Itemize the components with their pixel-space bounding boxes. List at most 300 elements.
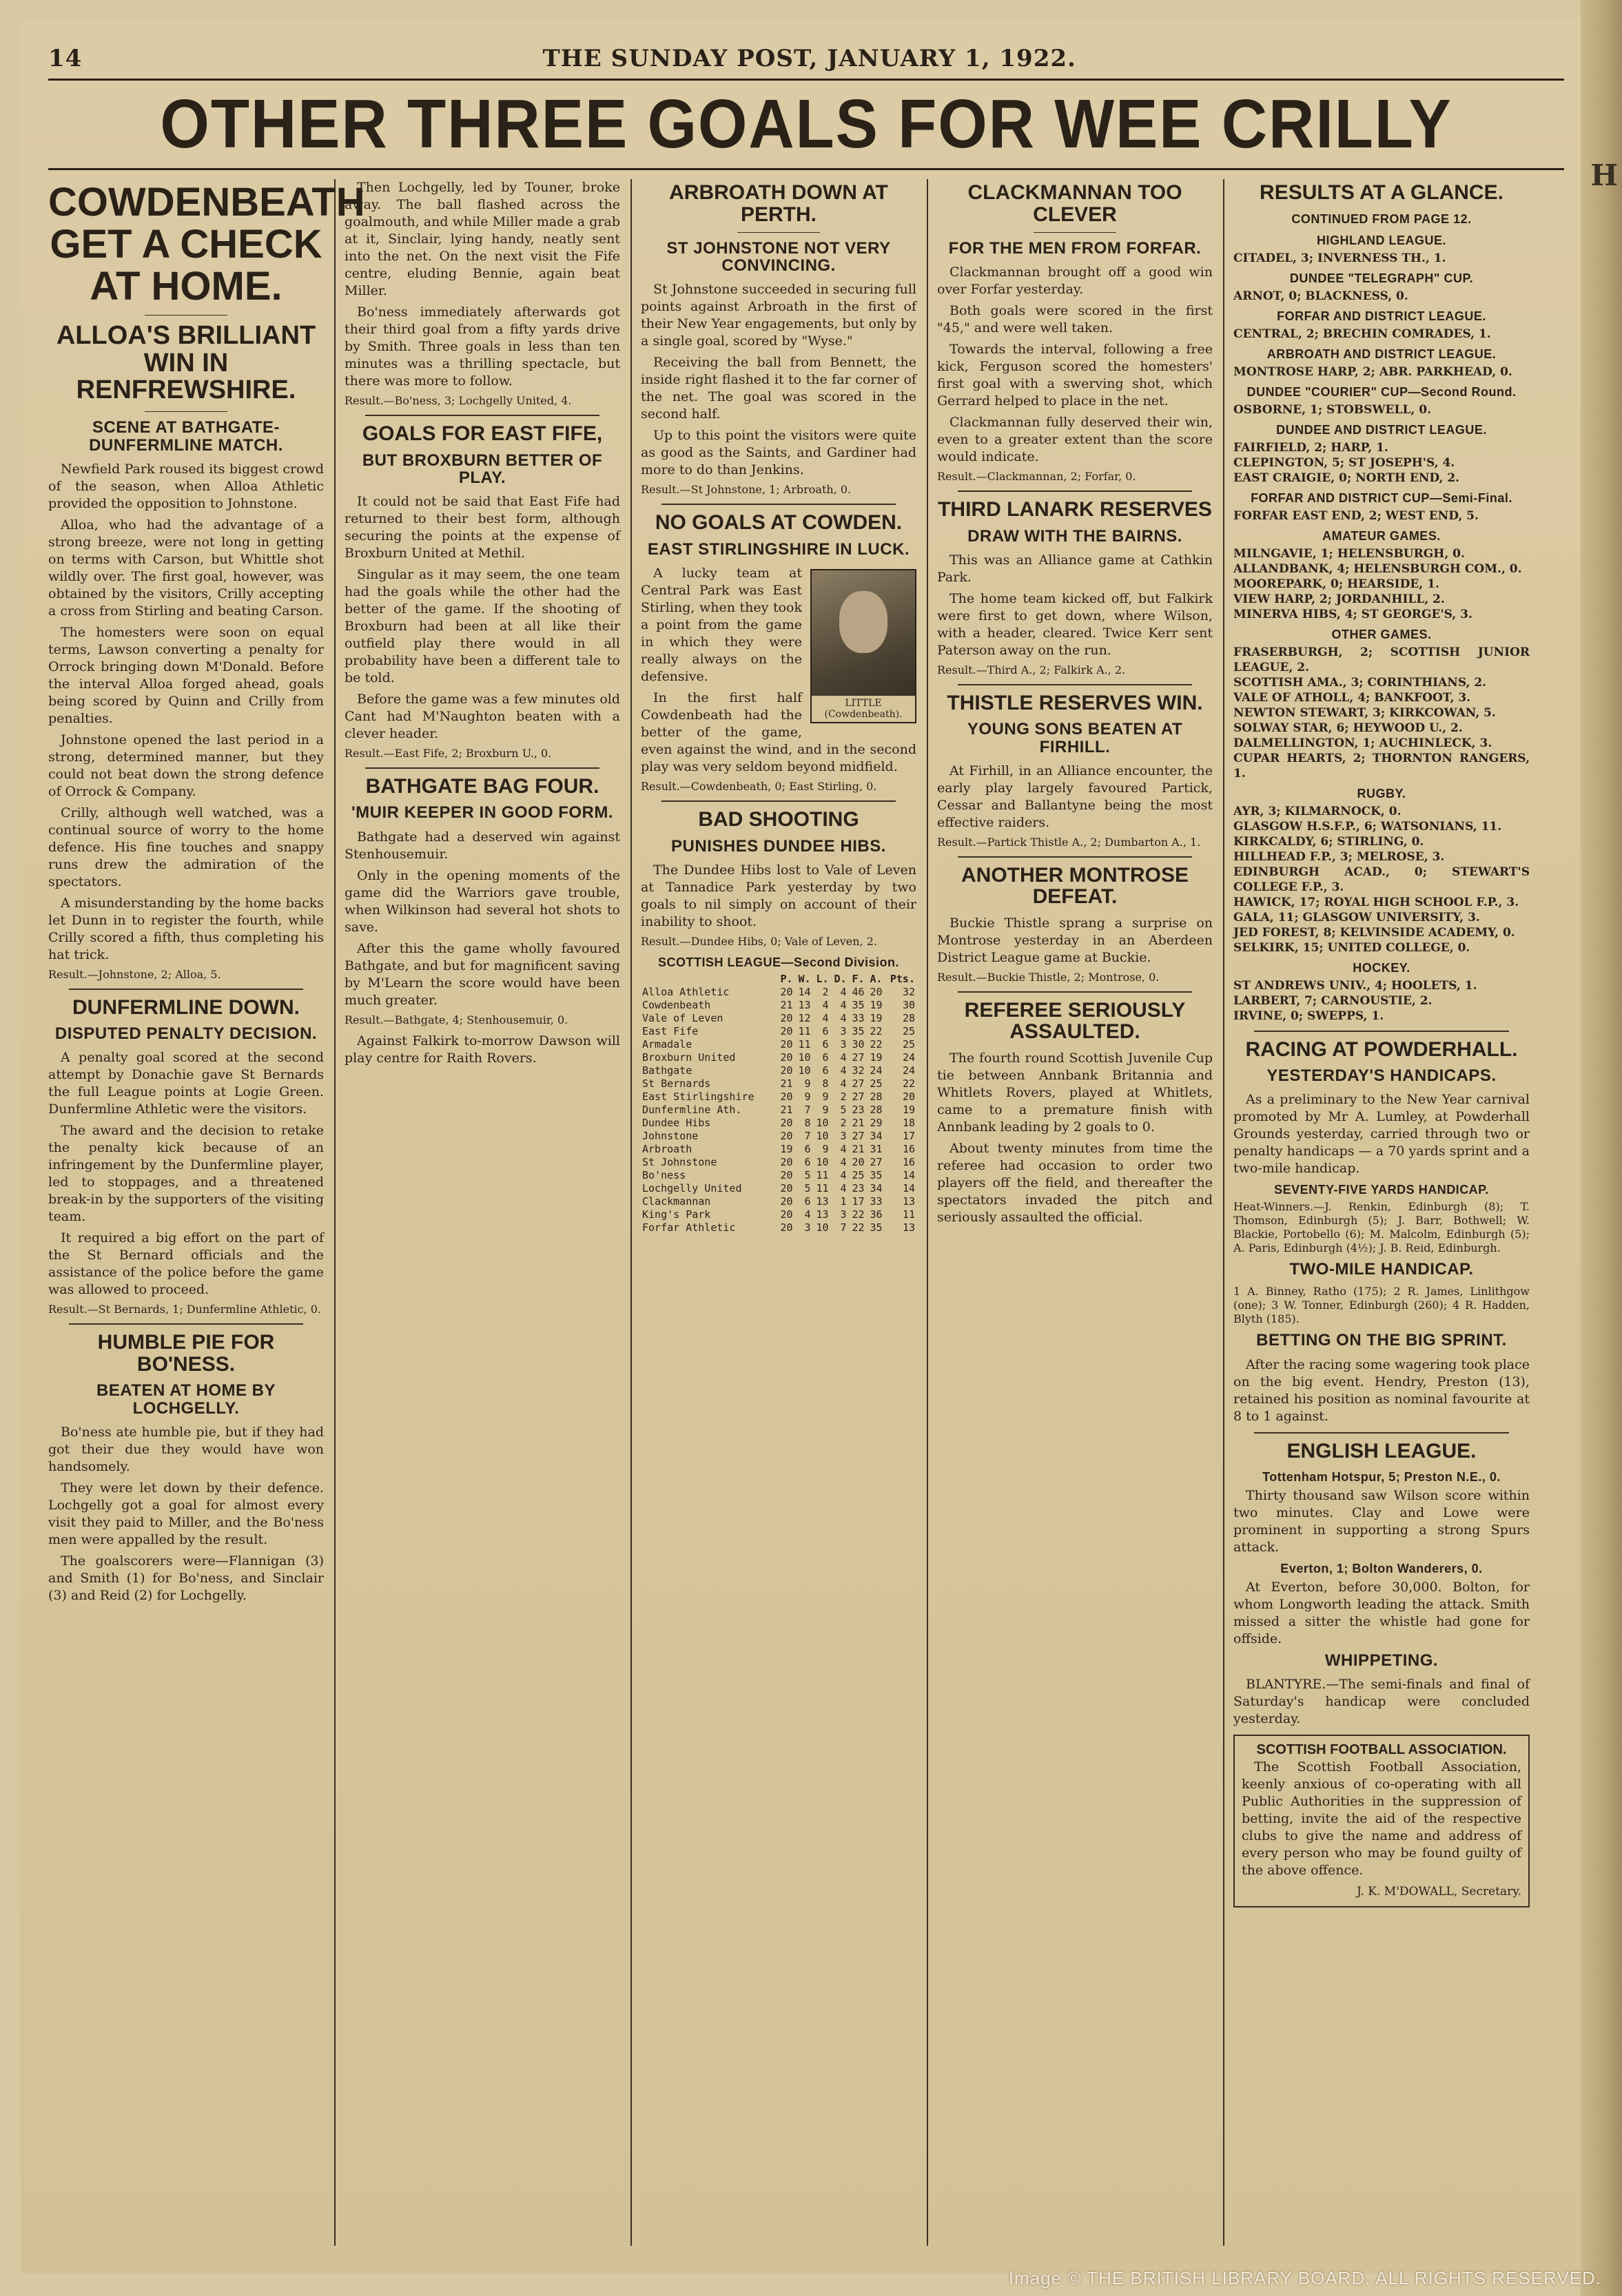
table-cell: 10 [816,1155,829,1168]
article-paragraph: Up to this point the visitors were quite as good as the Saints, and Gardiner had more to do than Jenkins. [641,428,916,478]
table-cell: 30 [902,998,915,1011]
results-section-head: FORFAR AND DISTRICT CUP—Semi-Final. [1251,490,1512,505]
table-cell: 3 [840,1208,847,1221]
table-cell: 27 [870,1155,883,1168]
table-cell: 20 [780,1129,793,1142]
league-table-body [641,986,916,1234]
table-cell: Lochgelly United [642,1181,742,1194]
table-cell: 20 [852,1155,865,1168]
subhead-east-stirlingshire: EAST STIRLINGSHIRE IN LUCK. [647,539,910,559]
table-cell: 19 [902,1103,915,1116]
result-line: NEWTON STEWART, 3; KIRKCOWAN, 5. [1233,705,1496,720]
results-section-head: FORFAR AND DISTRICT LEAGUE. [1277,309,1486,323]
article-paragraph: Johnstone opened the last period in a strong, determined manner, but they could not beat down the strong defence of Orrock & Company. [48,732,324,799]
masthead: THE SUNDAY POST, JANUARY 1, 1922. [542,45,1076,72]
article-paragraph: Newfield Park roused its biggest crowd of the season, when Alloa Athletic provided the opposition to Johnstone. [48,461,324,511]
subhead-two-mile: TWO-MILE HANDICAP. [1289,1260,1474,1279]
headline-no-goals-cowden: NO GOALS AT COWDEN. [655,511,903,535]
table-cell: 13 [902,1221,915,1234]
separator [69,989,303,990]
table-cell: 32 [852,1064,865,1077]
separator [1034,232,1116,233]
results-section-head: HOCKEY. [1353,960,1410,975]
table-row [641,1169,916,1182]
table-header-cell: W. [798,972,811,985]
table-cell: 27 [852,1077,865,1090]
table-row [641,1038,916,1051]
league-table-title: SCOTTISH LEAGUE—Second Division. [657,955,900,969]
table-cell: 14 [902,1168,915,1181]
match-result: Result.—East Fife, 2; Broxburn U., 0. [345,746,552,760]
match-result: Result.—Bathgate, 4; Stenhousemuir, 0. [345,1013,568,1026]
table-cell: 21 [780,998,793,1011]
article-paragraph: Singular as it may seem, the one team had the goals while the other had the better of the game. If the shooting of Broxburn had been at all like their outfield play there would in all probability have been a different tale to be told. [345,566,620,685]
table-cell: 20 [780,1221,793,1234]
table-cell: 11 [798,1024,811,1037]
subhead-handicaps: YESTERDAY'S HANDICAPS. [1266,1066,1497,1085]
column-5 [1233,179,1530,2246]
table-cell: 11 [798,1037,811,1051]
result-line: SOLWAY STAR, 6; HEYWOOD U., 2. [1233,721,1463,735]
table-cell: 21 [852,1116,865,1129]
table-cell: 34 [870,1129,883,1142]
headline-results-glance: RESULTS AT A GLANCE. [1260,181,1503,204]
table-cell: 17 [852,1194,865,1208]
results-section-head: HIGHLAND LEAGUE. [1317,233,1446,247]
table-cell: 5 [804,1168,811,1181]
table-cell: 25 [870,1077,883,1090]
table-cell: 4 [840,998,847,1011]
article-paragraph: A penalty goal scored at the second attempt by Donachie gave St Bernards the full League points at Logie Green. Dunfermline Athletic were the visitors. [48,1050,324,1117]
banner-rule [48,168,1564,170]
table-header-cell: Pts. [890,972,915,985]
result-line: KIRKCALDY, 6; STIRLING, 0. [1233,834,1424,849]
table-cell: 20 [780,1037,793,1051]
article-paragraph: The award and the decision to retake the penalty kick because of an infringement by the Dunfermline player, led to stoppages, and a threatened break-in by the supporters of the visiting team. [48,1123,324,1225]
table-cell: 3 [840,1129,847,1142]
article-paragraph: Clackmannan brought off a good win over Forfar yesterday. [937,265,1213,298]
subhead-forfar: FOR THE MEN FROM FORFAR. [948,239,1202,258]
table-cell: 7 [840,1221,847,1234]
headline-bad-shooting: BAD SHOOTING [698,808,859,831]
table-cell: 3 [840,1024,847,1037]
result-line: HILLHEAD F.P., 3; MELROSE, 3. [1233,849,1445,864]
headline-east-fife: GOALS FOR EAST FIFE, [362,422,603,445]
table-row [641,1143,916,1156]
column-1 [48,179,365,2246]
table-cell: 21 [780,1103,793,1116]
table-cell: 5 [840,1103,847,1116]
result-line: EAST CRAIGIE, 0; NORTH END, 2. [1233,470,1460,485]
table-cell: 35 [870,1168,883,1181]
article-paragraph: St Johnstone succeeded in securing full points against Arbroath in the first of their New Year engagements, but only by a single goal, scored by "Wyse." [641,282,916,349]
table-cell: 4 [840,1168,847,1181]
table-cell: 7 [804,1129,811,1142]
table-cell: 33 [870,1194,883,1208]
match-everton-bolton: Everton, 1; Bolton Wanderers, 0. [1280,1562,1483,1576]
results-section-head: AMATEUR GAMES. [1322,528,1441,543]
table-cell: 13 [816,1194,829,1208]
subhead-disputed-penalty: DISPUTED PENALTY DECISION. [54,1024,318,1044]
table-cell: 28 [870,1103,883,1116]
table-cell: 2 [840,1090,847,1103]
column-divider [630,179,632,2246]
match-result: Result.—Cowdenbeath, 0; East Stirling, 0. [641,780,877,794]
separator [365,415,599,416]
subhead-broxburn: BUT BROXBURN BETTER OF PLAY. [362,451,603,487]
separator [145,411,227,412]
table-cell: Johnstone [642,1129,699,1142]
table-cell: 21 [852,1142,865,1155]
newspaper-page [21,21,1599,2273]
table-cell: Dundee Hibs [642,1116,711,1129]
separator [1254,1031,1509,1032]
table-header-cell: A. [870,972,883,985]
table-cell: 14 [902,1181,915,1194]
article-paragraph: Bo'ness ate humble pie, but if they had got their due they would have won handsomely. [48,1424,324,1474]
table-cell: 46 [852,985,865,998]
subhead-young-sons: YOUNG SONS BEATEN AT FIRHILL. [967,720,1183,756]
league-table-header [641,973,916,986]
table-row [641,986,916,999]
table-cell: 4 [840,985,847,998]
result-line: OSBORNE, 1; STOBSWELL, 0. [1233,402,1431,417]
result-line: LARBERT, 7; CARNOUSTIE, 2. [1233,993,1433,1008]
table-cell: 27 [852,1129,865,1142]
table-cell: Cowdenbeath [642,998,711,1011]
results-section-head: ARBROATH AND DISTRICT LEAGUE. [1266,347,1497,361]
table-cell: 6 [822,1064,829,1077]
table-row [641,999,916,1012]
table-cell: 35 [870,1221,883,1234]
table-cell: 11 [902,1208,915,1221]
article-paragraph: It required a big effort on the part of the St Bernard officials and the assistance of the police before the game was allowed to proceed. [48,1230,324,1298]
separator [69,1323,303,1325]
result-line: VIEW HARP, 2; JORDANHILL, 2. [1233,592,1445,606]
separator [661,504,896,505]
table-cell: 4 [840,1181,847,1194]
article-paragraph: After this the game wholly favoured Bathgate, and but for magnificent saving by M'Learn the score would have been much greater. [345,940,620,1008]
subhead-muir-keeper: 'MUIR KEEPER IN GOOD FORM. [351,803,614,823]
sfa-notice-title: SCOTTISH FOOTBALL ASSOCIATION. [1256,1742,1507,1758]
table-cell: 19 [780,1142,793,1155]
headline-alloa: ALLOA'S BRILLIANT WIN IN RENFREWSHIRE. [56,320,316,405]
table-cell: 20 [870,985,883,998]
headline-english-league: ENGLISH LEAGUE. [1286,1439,1477,1462]
table-row [641,1208,916,1221]
table-cell: 24 [870,1064,883,1077]
result-line: CENTRAL, 2; BRECHIN COMRADES, 1. [1233,327,1491,341]
table-cell: 30 [852,1037,865,1051]
table-cell: 22 [852,1208,865,1221]
table-cell: 10 [816,1221,829,1234]
article-paragraph: Only in the opening moments of the game did the Warriors gave trouble, when Wilkinson had several hot shots to save. [345,867,620,935]
table-cell: 20 [780,1011,793,1024]
article-paragraph: The fourth round Scottish Juvenile Cup tie between Annbank Britannia and Whitlets Rovers, played at Whitlets, came to a premature finish with Annbank leading by 2 goals to 0. [937,1050,1213,1135]
table-row [641,1012,916,1025]
separator [737,232,820,233]
table-cell: 16 [902,1155,915,1168]
table-cell: East Fife [642,1024,699,1037]
table-row [641,1025,916,1038]
table-cell: 6 [804,1194,811,1208]
adjacent-page-letter: H [1590,158,1618,192]
table-cell: 29 [870,1116,883,1129]
table-cell: 7 [804,1103,811,1116]
article-paragraph: A lucky team at Central Park was East Stirling, when they took a point from the game in which they were really always on the defensive. [641,566,802,685]
headline-bathgate-dunfermline: SCENE AT BATHGATE-DUNFERMLINE MATCH. [89,418,283,455]
table-cell: 23 [852,1103,865,1116]
separator [1254,1432,1509,1434]
article-paragraph: Thirty thousand saw Wilson score within two minutes. Clay and Lowe were prominent in supporting a strong Spurs attack. [1233,1488,1530,1555]
article-paragraph: About twenty minutes from time the referee had occasion to order two players off the field, and thereafter the spectators invaded the pitch and seriously assaulted the official. [937,1140,1213,1225]
table-cell: 28 [902,1011,915,1024]
result-line: JED FOREST, 8; KELVINSIDE ACADEMY, 0. [1233,925,1515,940]
results-section-head: DUNDEE "TELEGRAPH" CUP. [1289,271,1474,285]
table-row [641,1156,916,1169]
table-cell: 6 [804,1142,811,1155]
table-cell: 22 [870,1024,883,1037]
table-cell: 9 [822,1103,829,1116]
table-row [641,1221,916,1234]
sfa-notice [1233,1735,1530,1907]
table-header-cell [641,973,776,986]
table-cell: 34 [870,1181,883,1194]
result-line: CUPAR HEARTS, 2; THORNTON RANGERS, 1. [1233,751,1530,780]
adjacent-page-edge [1581,0,1622,2296]
result-line: SCOTTISH AMA., 3; CORINTHIANS, 2. [1233,675,1487,690]
table-cell: 18 [902,1116,915,1129]
sfa-notice-signature: J. K. M'DOWALL, Secretary. [1356,1885,1521,1899]
result-line: FORFAR EAST END, 2; WEST END, 5. [1233,508,1479,523]
table-cell: 19 [870,1051,883,1064]
subhead-lochgelly: BEATEN AT HOME BY LOCHGELLY. [96,1381,276,1418]
table-header-cell: F. [852,972,865,985]
table-cell: 19 [870,998,883,1011]
article-paragraph: At Firhill, in an Alliance encounter, the early play largely favoured Partick, Cessar and Ballantyne being the most effective raiders. [937,763,1213,830]
table-cell: 9 [822,1090,829,1103]
table-cell: 20 [902,1090,915,1103]
headline-humble-pie: HUMBLE PIE FOR BO'NESS. [97,1331,275,1376]
banner-headline: OTHER THREE GOALS FOR WEE CRILLY [160,85,1452,163]
table-cell: Armadale [642,1037,692,1051]
table-row [641,1195,916,1208]
table-cell: St Johnstone [642,1155,717,1168]
table-cell: 4 [840,1064,847,1077]
column-divider [1223,179,1224,2246]
table-cell: St Bernards [642,1077,711,1090]
table-cell: Forfar Athletic [642,1221,736,1234]
league-table [641,973,916,1234]
article-paragraph: The goalscorers were—Flannigan (3) and Smith (1) for Bo'ness, and Sinclair (3) and Reid (2) for Lochgelly. [48,1553,324,1603]
headline-montrose-defeat: ANOTHER MONTROSE DEFEAT. [961,863,1189,909]
result-line: ALLANDBANK, 4; HELENSBURGH COM., 0. [1233,561,1522,576]
article-paragraph: Both goals were scored in the first "45," and were well taken. [937,303,1213,336]
table-cell: 6 [804,1155,811,1168]
table-cell: Clackmannan [642,1194,711,1208]
table-cell: 22 [902,1077,915,1090]
table-cell: 11 [816,1168,829,1181]
table-cell: Bo'ness [642,1168,686,1181]
table-cell: 8 [804,1116,811,1129]
article-paragraph: The Dundee Hibs lost to Vale of Leven at Tannadice Park yesterday by two goals to nil simply on account of their inability to shoot. [641,862,916,929]
separator [958,490,1192,492]
table-cell: 22 [852,1221,865,1234]
article-paragraph: In the first half Cowdenbeath had the better of the game, even against the wind, and in the second play was very seldom beyond midfield. [641,690,916,775]
table-cell: 4 [840,1011,847,1024]
article-paragraph: Against Falkirk to-morrow Dawson will play centre for Raith Rovers. [345,1033,620,1066]
result-line: SELKIRK, 15; UNITED COLLEGE, 0. [1233,940,1470,955]
article-paragraph: Crilly, although well watched, was a continual source of worry to the home defence. His fine touches and snappy runs drew the admiration of the spectators. [48,805,324,889]
table-cell: 25 [902,1037,915,1051]
table-row [641,1051,916,1064]
table-cell: 25 [902,1024,915,1037]
table-row [641,1130,916,1143]
match-result: Result.—Partick Thistle A., 2; Dumbarton A., 1. [937,835,1201,849]
headline-thistle-reserves: THISTLE RESERVES WIN. [947,691,1203,714]
table-cell: 16 [902,1142,915,1155]
table-cell: Vale of Leven [642,1011,723,1024]
table-row [641,1182,916,1195]
article-paragraph: Towards the interval, following a free kick, Ferguson scored the homesters' first goal with a swerving shot, which Gerrard helped to place in the net. [937,342,1213,409]
separator [145,315,227,316]
table-cell: 20 [780,1155,793,1168]
result-line: GLASGOW H.S.F.P., 6; WATSONIANS, 11. [1233,819,1502,834]
match-result: Result.—Johnstone, 2; Alloa, 5. [48,967,221,981]
photo-caption: LITTLE (Cowdenbeath). [812,696,915,722]
table-cell: 35 [852,998,865,1011]
article-paragraph: Bo'ness immediately afterwards got their third goal from a fifty yards drive by Smith. Three goals in less than ten minutes was a thrilling spectacle, but there was more to follow. [345,304,620,389]
table-cell: 9 [804,1090,811,1103]
table-cell: 24 [902,1051,915,1064]
table-cell: 25 [852,1168,865,1181]
table-cell: 10 [816,1116,829,1129]
table-cell: 4 [822,998,829,1011]
table-cell: 11 [816,1181,829,1194]
results-section-head: OTHER GAMES. [1331,627,1432,641]
table-cell: 10 [798,1064,811,1077]
table-cell: 4 [840,1142,847,1155]
table-cell: East Stirlingshire [642,1090,754,1103]
table-cell: 20 [780,1051,793,1064]
match-tottenham-preston: Tottenham Hotspur, 5; Preston N.E., 0. [1262,1470,1501,1485]
table-cell: Bathgate [642,1064,692,1077]
table-header-cell: L. [816,972,829,985]
subhead-st-johnstone: ST JOHNSTONE NOT VERY CONVINCING. [666,239,891,276]
table-row [641,1117,916,1130]
separator [661,800,896,802]
result-line: VALE OF ATHOLL, 4; BANKFOOT, 3. [1233,690,1471,705]
table-cell: 3 [804,1221,811,1234]
photo-face [839,591,887,653]
result-line: MOOREPARK, 0; HEARSIDE, 1. [1233,577,1439,591]
article-paragraph: Receiving the ball from Bennett, the inside right flashed it to the far corner of the net. The goal was scored in the second half. [641,355,916,422]
table-cell: 31 [870,1142,883,1155]
result-line: EDINBURGH ACAD., 0; STEWART'S COLLEGE F.P., 3. [1233,865,1530,894]
column-divider [927,179,928,2246]
headline-arbroath-down: ARBROATH DOWN AT PERTH. [669,181,888,226]
result-line: MINERVA HIBS, 4; ST GEORGE'S, 3. [1233,607,1472,621]
article-paragraph: Clackmannan fully deserved their win, even to a greater extent than the score would indicate. [937,415,1213,465]
table-cell: 8 [822,1077,829,1090]
table-cell: 5 [804,1181,811,1194]
table-cell: 13 [816,1208,829,1221]
column-3 [641,179,916,2246]
table-cell: 4 [804,1208,811,1221]
article-paragraph: After the racing some wagering took place on the big event. Hendry, Preston (13), retained his position as nominal favourite at 8 to 1 against. [1233,1356,1530,1424]
table-cell: 20 [780,1181,793,1194]
table-cell: 10 [816,1129,829,1142]
table-row [641,1064,916,1077]
results-section-head: RUGBY. [1357,786,1406,800]
table-cell: 20 [780,1090,793,1103]
table-cell: 17 [902,1129,915,1142]
article-paragraph: The homesters were soon on equal terms, Lawson converting a penalty for Orrock bringing down M'Donald. Before the interval Alloa forged ahead, goals being scored by Quinn and Crilly from penalties. [48,624,324,726]
table-cell: 21 [780,1077,793,1090]
table-cell: 9 [804,1077,811,1090]
article-paragraph: Bathgate had a deserved win against Stenhousemuir. [345,829,620,862]
result-line: CLEPINGTON, 5; ST JOSEPH'S, 4. [1233,455,1455,470]
table-cell: 12 [798,1011,811,1024]
table-cell: 2 [840,1116,847,1129]
match-result: Result.—Buckie Thistle, 2; Montrose, 0. [937,970,1160,984]
result-line: FRASERBURGH, 2; SCOTTISH JUNIOR LEAGUE, 2. [1233,645,1530,674]
running-head [48,41,1564,76]
separator [958,856,1192,858]
heat-winners: Heat-Winners.—J. Renkin, Edinburgh (8); T. Thomson, Edinburgh (5); J. Barr, Bothwell; W. Blackie, Portobello (6); M. Malcolm, Edinburgh (5); A. Paris, Edinburgh (4½); J. B. Reid, Edinburgh. [1233,1200,1530,1255]
article-paragraph: The home team kicked off, but Falkirk were first to get down, where Wilson, with a header, cleared. Twice Kerr sent Paterson away on the run. [937,590,1213,658]
table-cell: 24 [902,1064,915,1077]
result-line: AYR, 3; KILMARNOCK, 0. [1233,804,1402,818]
top-rule [48,79,1564,81]
table-cell: Arbroath [642,1142,692,1155]
table-row [641,1090,916,1104]
table-cell: 28 [870,1090,883,1103]
subhead-seventy-five: SEVENTY-FIVE YARDS HANDICAP. [1274,1183,1489,1197]
column-2 [345,179,620,2246]
article-paragraph: BLANTYRE.—The semi-finals and final of Saturday's handicap were concluded yesterday. [1233,1677,1530,1727]
table-cell: 3 [840,1037,847,1051]
image-credit: Image © THE BRITISH LIBRARY BOARD. ALL RIGHTS RESERVED. [1008,2268,1601,2288]
table-row [641,1077,916,1090]
table-cell: 33 [852,1011,865,1024]
two-mile-results: 1 A. Binney, Ratho (175); 2 R. James, Linlithgow (one); 3 W. Tonner, Edinburgh (260); 4 R. Hadden, Blyth (185). [1233,1285,1530,1326]
table-cell: 4 [840,1051,847,1064]
table-cell: Dunfermline Ath. [642,1103,742,1116]
table-cell: 22 [870,1037,883,1051]
headline-powderhall: RACING AT POWDERHALL. [1245,1037,1518,1061]
result-line: CITADEL, 3; INVERNESS TH., 1. [1233,251,1446,265]
results-continued: CONTINUED FROM PAGE 12. [1291,211,1472,226]
table-cell: 35 [852,1024,865,1037]
table-cell: 20 [780,1024,793,1037]
table-cell: 20 [780,1194,793,1208]
table-cell: 4 [840,1077,847,1090]
table-cell: 6 [822,1037,829,1051]
table-cell: 27 [852,1051,865,1064]
match-result: Result.—Third A., 2; Falkirk A., 2. [937,663,1126,676]
article-paragraph: Before the game was a few minutes old Cant had M'Naughton beaten with a clever header. [345,691,620,741]
article-paragraph: A misunderstanding by the home backs let Dunn in to register the fourth, while Crilly scored a fifth, thus completing his hat trick. [48,895,324,962]
match-result: Result.—St Johnstone, 1; Arbroath, 0. [641,483,852,497]
table-cell: 6 [822,1051,829,1064]
table-cell: 19 [870,1011,883,1024]
table-cell: 9 [822,1142,829,1155]
headline-clackmannan: CLACKMANNAN TOO CLEVER [967,181,1182,226]
article-paragraph: This was an Alliance game at Cathkin Park. [937,552,1213,585]
table-cell: 2 [822,985,829,998]
table-cell: 32 [902,985,915,998]
